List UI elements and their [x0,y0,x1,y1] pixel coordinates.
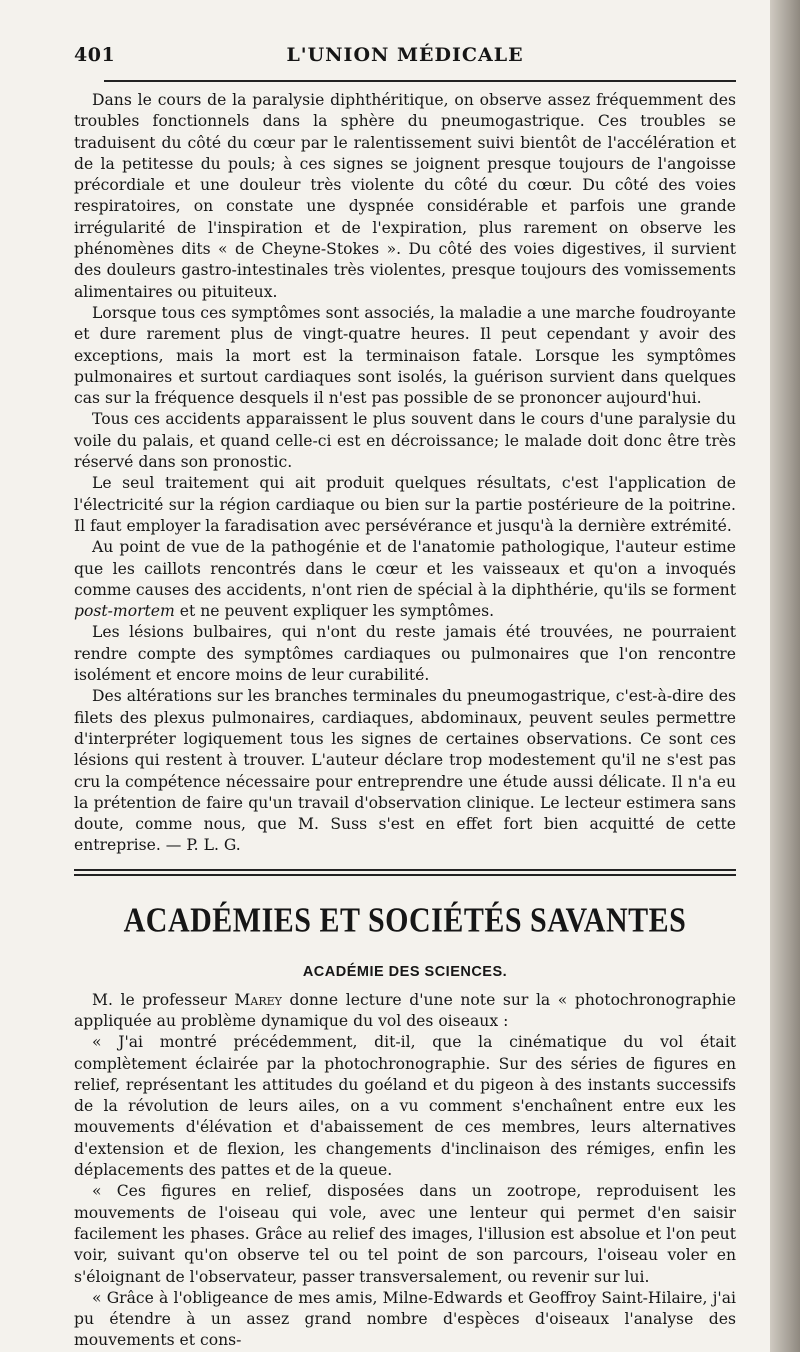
paragraph-text: donne lecture d'une note sur la « photochronographie appliquée au problème dynamique du vol des oiseaux : [74,990,736,1030]
section-divider [74,869,736,876]
paragraph-text: et ne peuvent expliquer les symptômes. [174,602,495,621]
journal-title: L'UNION MÉDICALE [286,44,524,66]
academy-paragraph: « Grâce à l'obligeance de mes amis, Milne-Edwards et Geoffroy Saint-Hilaire, j'ai pu étendre à un assez grand nombre d'espèces d'oiseaux l'analyse des mouvements et cons- [74,1288,736,1350]
academy-text [74,990,736,1352]
paragraph-text: M. le professeur [92,990,235,1009]
author-name: Marey [234,990,282,1009]
review-paragraph: Des altérations sur les branches terminales du pneumogastrique, c'est-à-dire des filets des plexus pulmonaires, cardiaques, abdominaux, peuvent seules permettre d'interpréter logiquement tous les signes de certaines observations. Ce sont ces lésions qui restent à trouver. L'auteur déclare trop modestement qu'il ne s'est pas cru la compétence nécessaire pour entreprendre une étude aussi délicate. Il n'a eu la prétention de faire qu'un travail d'observation clinique. Le lecteur estimera sans doute, comme nous, que M. Suss s'est en effet fort bien acquitté de cette entreprise. — P. L. G. [74,687,736,855]
academy-paragraph: « J'ai montré précédemment, dit-il, que la cinématique du vol était complètement éclairée par la photochronographie. Sur des séries de figures en relief, représentant les attitudes du goéland et du pigeon à des instants successifs de la révolution de leurs ailes, on a vu comment s'enchaînent entre eux les mouvements d'élévation et d'abaissement de ces membres, leurs alternatives d'extension et de flexion, les changements d'inclinaison des rémiges, enfin les déplacements des pattes et de la queue. [74,1033,736,1180]
section-title: ACADÉMIES ET SOCIÉTÉS SAVANTES [123,901,687,940]
page-number: 401 [74,44,116,66]
review-paragraph: Le seul traitement qui ait produit quelques résultats, c'est l'application de l'électricité sur la région cardiaque ou bien sur la partie postérieure de la poitrine. Il faut employer la faradisation avec persévérance et jusqu'à la dernière extrémité. [74,474,736,535]
paragraph-text: Au point de vue de la pathogénie et de l'anatomie pathologique, l'auteur estime que les caillots rencontrés dans le cœur et les vaisseaux et qu'on a invoqués comme causes des accidents, n'ont rien de spécial à la diphthérie, qu'ils se forment [74,538,736,599]
page-header [74,44,736,74]
review-paragraph: Les lésions bulbaires, qui n'ont du reste jamais été trouvées, ne pourraient rendre compte des symptômes cardiaques ou pulmonaires que l'on rencontre isolément et encore moins de leur curabilité. [74,623,736,685]
review-paragraph [74,537,736,622]
review-paragraph: Dans le cours de la paralysie diphthéritique, on observe assez fréquemment des troubles fonctionnels dans la sphère du pneumogastrique. Ces troubles se traduisent du côté du cœur par le ralentissement suivi bientôt de l'accélération et de la petitesse du pouls; à ces signes se joignent presque toujours de l'angoisse précordiale et une douleur très violente du côté du cœur. Du côté des voies respiratoires, on constate une dyspnée considérable et parfois une grande irrégularité de l'inspiration et de l'expiration, plus rarement on observe les phénomènes dits « de Cheyne-Stokes ». Du côté des voies digestives, il survient des douleurs gastro-intestinales très violentes, presque toujours des vomissements alimentaires ou pituiteux. [74,91,736,301]
review-paragraph: Tous ces accidents apparaissent le plus souvent dans le cours d'une paralysie du voile du palais, et quand celle-ci est en décroissance; le malade doit donc être très réservé dans son pronostic. [74,410,736,472]
italic-term: post-mortem [74,602,175,621]
review-paragraph: Lorsque tous ces symptômes sont associés, la maladie a une marche foudroyante et dure rarement plus de vingt-quatre heures. Il peut cependant y avoir des exceptions, mais la mort est la terminaison fatale. Lorsque les symptômes pulmonaires et surtout cardiaques sont isolés, la guérison survient dans quelques cas sur la fréquence desquels il n'est pas possible de se prononcer aujourd'hui. [74,303,736,408]
section-subtitle: ACADÉMIE DES SCIENCES. [302,963,508,980]
review-text [74,90,736,857]
academy-intro [74,990,736,1033]
header-rule [104,80,736,82]
page-edge-shadow [770,0,800,1352]
academy-paragraph: « Ces figures en relief, disposées dans un zootrope, reproduisent les mouvements de l'oiseau qui vole, avec une lenteur qui permet d'en saisir facilement les phases. Grâce au relief des images, l'illusion est absolue et l'on peut voir, suivant qu'on observe tel ou tel point de son parcours, l'oiseau voler en s'éloignant de l'observateur, passer transversalement, ou revenir sur lui. [74,1182,736,1286]
